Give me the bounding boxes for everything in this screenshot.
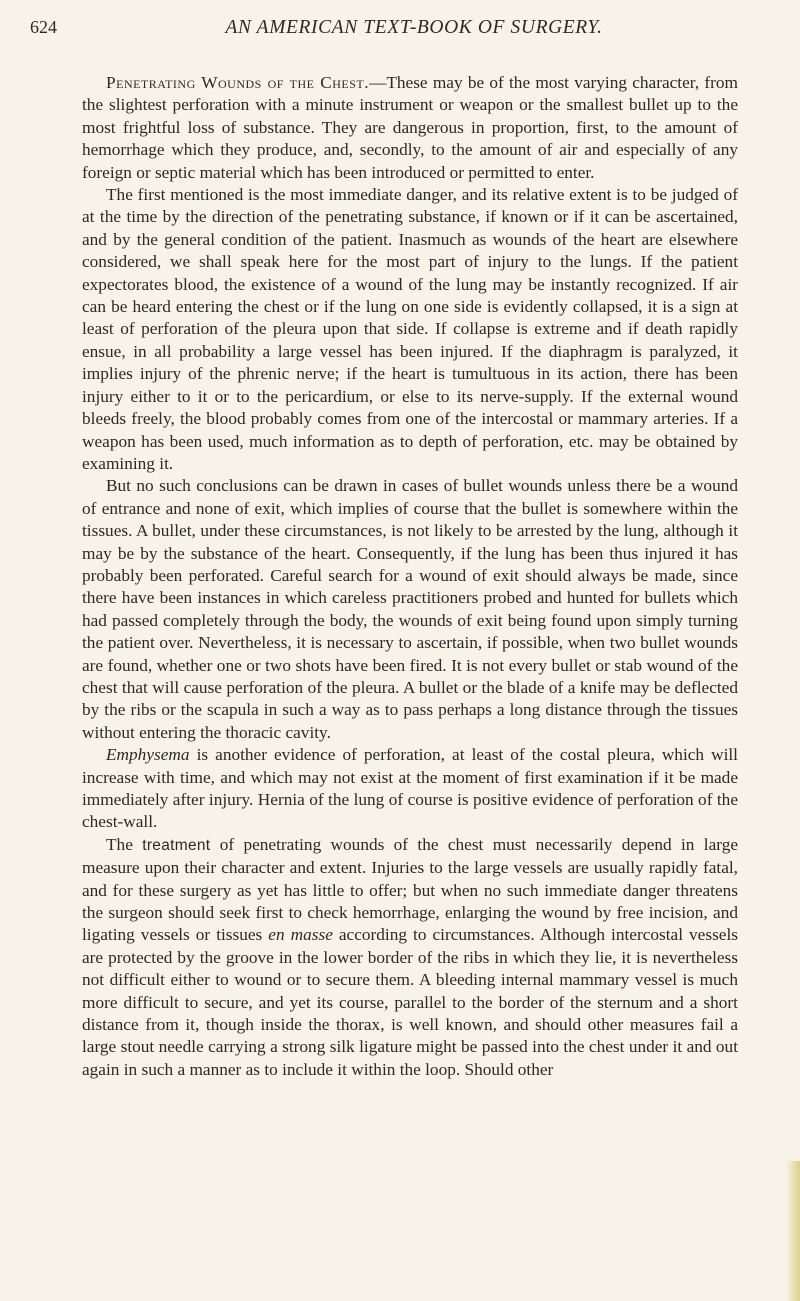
- emphysema-term: Emphysema: [106, 745, 190, 765]
- paragraph-penetrating-wounds: [82, 72, 738, 184]
- paragraph-text: of penetrating wounds of the chest must necessarily depend in large measure upon their character and extent. Injuries to the large vessels are usually rapidly fatal, and for these surgery as yet has little to offer; but when no such immediate danger threatens the surgeon should seek first to check hemorrhage, enlarging the wound by free incision, and ligating vessels or tissues: [82, 834, 739, 945]
- paragraph-text: The first mentioned is the most immediate danger, and its relative extent is to be judged of at the time by the direction of the penetrating substance, if known or if it can be ascertained, and by the general condition of the patient. Inasmuch as wounds of the heart are elsewhere considered, we shall speak here for the most part of injury to the lungs. If the patient expectorates blood, the existence of a wound of the lung may be instantly recognized. If air can be heard entering the chest or if the lung on one side is evidently collapsed, it is a sign at least of perforation of the pleura upon that side. If collapse is extreme and if death rapidly ensue, in all probability a large vessel has been injured. If the diaphragm is paralyzed, it implies injury of the phrenic nerve; if the heart is tumultuous in its action, there has been injury either to it or to the pericardium, or else to its nerve-supply. If the external wound bleeds freely, the blood probably comes from one of the intercostal or mammary arteries. If a weapon has been used, much information as to depth of perforation, etc. may be obtained by examining it.: [82, 185, 738, 473]
- paragraph-text: according to circumstances. Although intercostal vessels are protected by the groove in the lower border of the ribs in which they lie, it is nevertheless not difficult either to wound or to secure them. A bleeding internal mammary vessel is much more difficult to secure, and yet its course, parallel to the border of the sternum and a short distance from it, though inside the thorax, is well known, and should other measures fail a large stout needle carrying a strong silk ligature might be passed into the chest under it and out again in such a manner as to include it within the loop. Should other: [82, 925, 738, 1079]
- treatment-term: treatment: [142, 836, 211, 854]
- page-header: [30, 17, 760, 41]
- page-number: 624: [30, 17, 57, 37]
- paragraph-treatment: [82, 834, 738, 1081]
- paragraph-text: But no such conclusions can be drawn in cases of bullet wounds unless there be a wound of entrance and none of exit, which implies of course that the bullet is somewhere within the tissues. A bullet, under these circumstances, is not likely to be arrested by the lung, although it may be by the substance of the heart. Consequently, if the lung has been thus injured it has probably been perforated. Careful search for a wound of exit should always be made, since there have been instances in which careless practitioners probed and hunted for bullets which had passed completely through the body, the wounds of exit being found upon simply turning the patient over. Nevertheless, it is necessary to ascertain, if possible, when two bullet wounds are found, whether one or two shots have been fired. It is not every bullet or stab wound of the chest that will cause perforation of the pleura. A bullet or the blade of a knife may be deflected by the ribs or the scapula in such a way as to pass perhaps a long distance through the tissues without entering the thoracic cavity.: [82, 476, 738, 742]
- paragraph-text: is another evidence of perforation, at least of the costal pleura, which will increase with time, and which may not exist at the moment of first examination if it be made immediately after injury. Hernia of the lung of course is positive evidence of perforation of the chest-wall.: [82, 745, 738, 832]
- paragraph-emphysema: [82, 744, 738, 834]
- running-head: AN AMERICAN TEXT-BOOK OF SURGERY.: [225, 17, 603, 38]
- paragraph-bullet-wounds: [82, 475, 738, 744]
- paragraph-text: The: [106, 834, 143, 854]
- body-text: [82, 72, 738, 1081]
- en-masse-term: en masse: [268, 925, 333, 945]
- section-heading: Penetrating Wounds of the Chest.: [106, 73, 370, 92]
- page-stain: [786, 1161, 800, 1301]
- paragraph-text: —These may be of the most varying character, from the slightest perforation with a minute instrument or weapon or the smallest bullet up to the most frightful loss of substance. They are dangerous in proportion, first, to the amount of hemorrhage which they produce, and, secondly, to the amount of air and especially of any foreign or septic material which has been introduced or permitted to enter.: [82, 73, 738, 182]
- paragraph-immediate-danger: [82, 184, 738, 475]
